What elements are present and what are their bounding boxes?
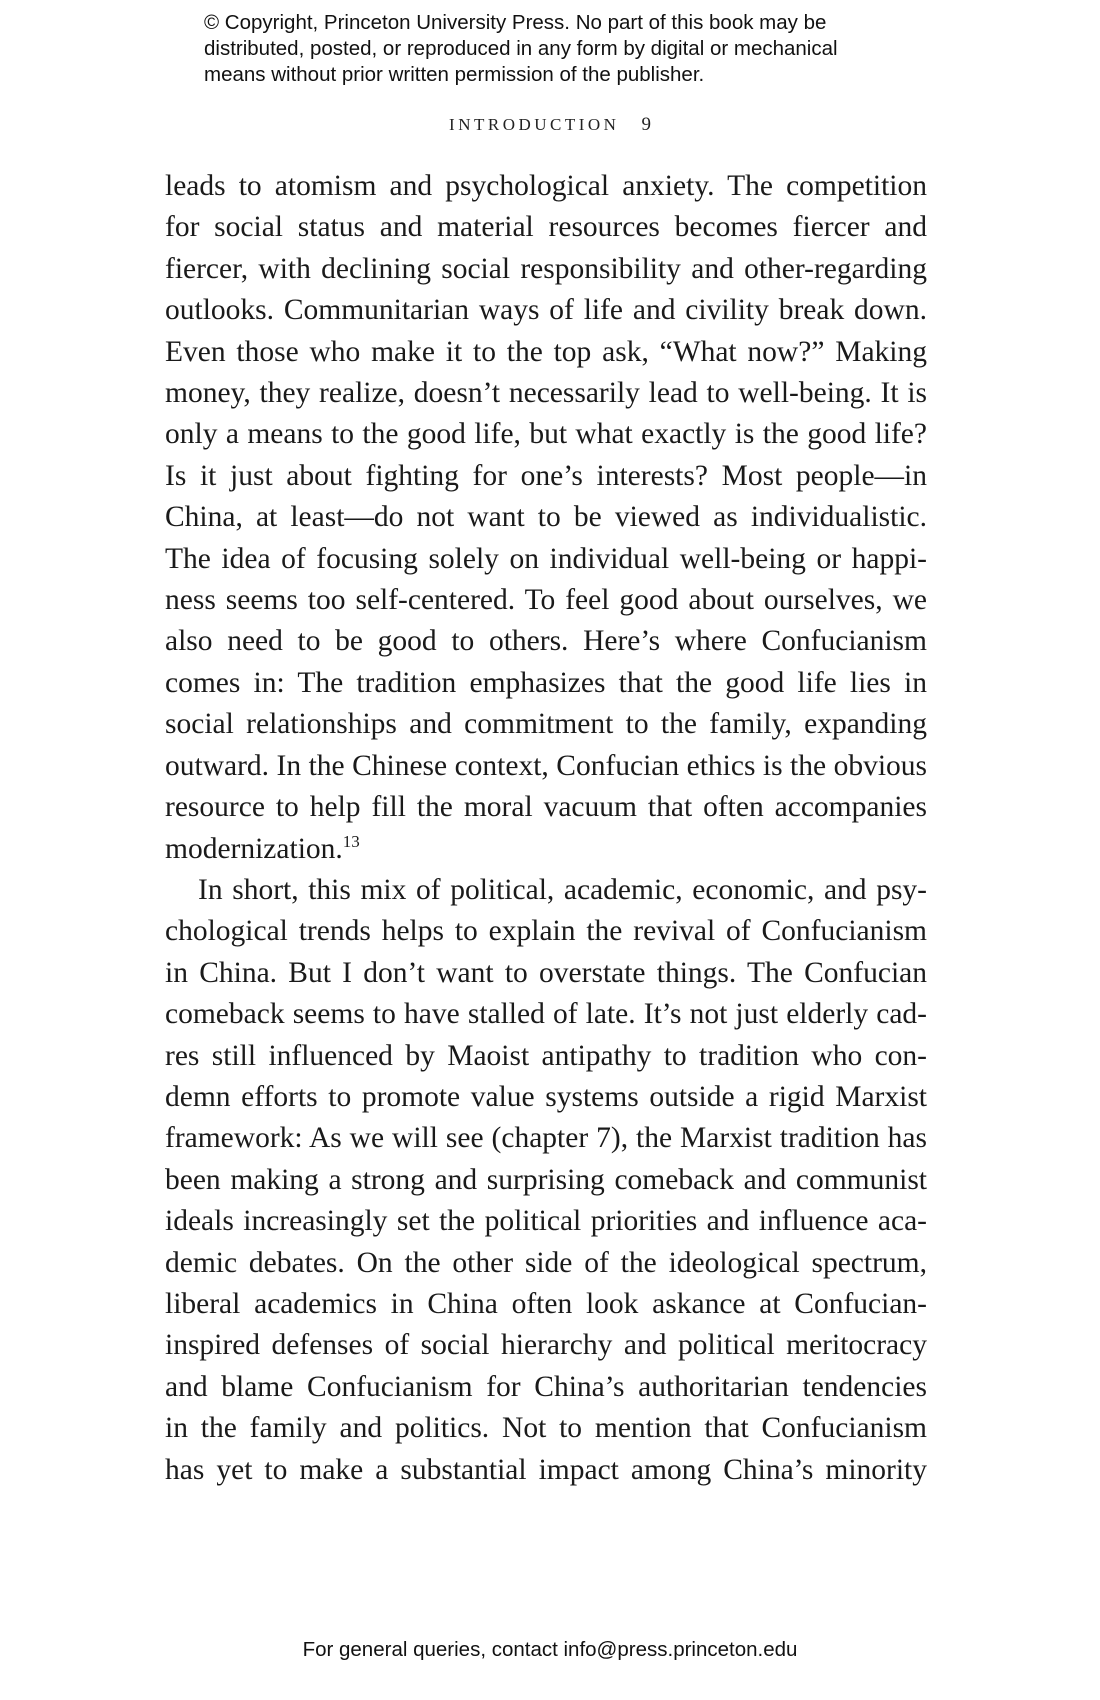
copyright-line: distributed, posted, or reproduced in any form by digital or mechanical [204,37,838,60]
text-line: inspired defenses of social hierarchy and political meritocracy [165,1329,927,1362]
text-line: ness seems too self-centered. To feel good about ourselves, we [165,584,927,617]
text-line: framework: As we will see (chapter 7), the Marxist tradition has [165,1122,927,1155]
copyright-line: © Copyright, Princeton University Press. No part of this book may be [204,11,827,34]
running-head-title: INTRODUCTION [449,115,620,134]
text-line: comeback seems to have stalled of late. It’s not just elderly cad- [165,998,927,1031]
text-line: Is it just about fighting for one’s interests? Most people—in [165,459,927,492]
paragraph [165,870,927,1491]
text-line: been making a strong and surprising comeback and communist [165,1163,927,1196]
text-line-last [165,829,927,870]
page-number: 9 [641,114,651,135]
text-line: social relationships and commitment to the family, expanding [165,708,927,741]
text-line: leads to atomism and psychological anxiety. The competition [165,170,927,202]
text-line: demn efforts to promote value systems outside a rigid Marxist [165,1080,927,1113]
text-line: fiercer, with declining social responsibility and other-regarding [165,252,927,285]
text-line-content: modernization. [165,832,343,865]
text-line: also need to be good to others. Here’s where Confucianism [165,625,927,658]
text-line: Even those who make it to the top ask, “What now?” Making [165,335,927,368]
running-head [0,114,1100,136]
text-line: comes in: The tradition emphasizes that the good life lies in [165,666,927,699]
text-line: outlooks. Communitarian ways of life and civility break down. [165,294,927,327]
text-line: money, they realize, doesn’t necessarily lead to well-being. It is [165,377,927,410]
text-line: only a means to the good life, but what exactly is the good life? [165,418,927,451]
text-line: demic debates. On the other side of the ideological spectrum, [165,1246,927,1279]
footer-contact: For general queries, contact info@press.princeton.edu [302,1638,798,1661]
text-line: resource to help fill the moral vacuum that often accompanies [165,791,927,824]
copyright-notice [204,10,924,88]
text-line: China, at least—do not want to be viewed as individualistic. [165,501,927,534]
text-line: in China. But I don’t want to overstate things. The Confucian [165,956,927,989]
footnote-reference[interactable]: 13 [342,831,360,851]
copyright-line: means without prior written permission of the publisher. [204,63,705,86]
text-line: ideals increasingly set the political priorities and influence aca- [165,1205,927,1238]
text-line: liberal academics in China often look askance at Confucian- [165,1287,927,1320]
text-line: outward. In the Chinese context, Confucian ethics is the obvious [165,749,927,782]
text-line: and blame Confucianism for China’s authoritarian tendencies [165,1370,927,1403]
text-line: chological trends helps to explain the revival of Confucianism [165,915,927,948]
text-line: for social status and material resources becomes fiercer and [165,211,927,244]
text-line: has yet to make a substantial impact among China’s minority [165,1453,927,1486]
text-line: The idea of focusing solely on individual well-being or happi- [165,542,927,575]
text-line: res still influenced by Maoist antipathy to tradition who con- [165,1039,927,1072]
text-line: in the family and politics. Not to mention that Confucianism [165,1412,927,1445]
text-line: In short, this mix of political, academic, economic, and psy- [198,873,927,906]
body-text [165,166,927,1491]
paragraph [165,166,927,870]
